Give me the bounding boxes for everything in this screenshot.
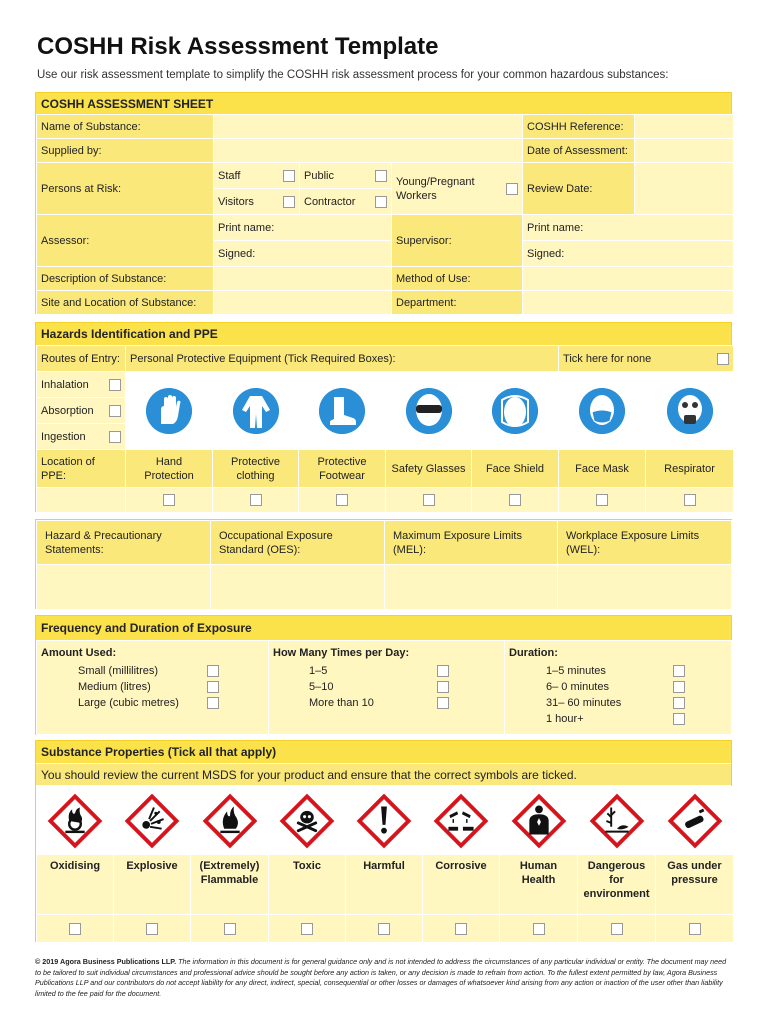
amount-used-label: Amount Used:	[41, 647, 117, 659]
explosive-label: Explosive	[114, 855, 191, 915]
page-subtitle: Use our risk assessment template to simplify the COSHH risk assessment process for your common hazardous substances:	[37, 69, 669, 81]
frequency-section	[35, 615, 732, 735]
oes-label: Occupational Exposure Standard (OES):	[211, 521, 385, 565]
times-more-than-10-label: More than 10	[309, 697, 374, 709]
duration-1-5-checkbox[interactable]	[673, 665, 685, 677]
pictogram-cell	[37, 787, 114, 855]
oes-field[interactable]	[211, 565, 385, 610]
times-more-than-10-checkbox[interactable]	[437, 697, 449, 709]
pictogram-cell	[656, 787, 734, 855]
hand-protection-checkbox[interactable]	[163, 494, 175, 506]
properties-header: Substance Properties (Tick all that apply)	[36, 741, 731, 763]
ppe-check-cell	[126, 488, 213, 513]
assessor-print-name-field[interactable]: Print name:	[214, 215, 392, 241]
duration-31-60-label: 31– 60 minutes	[546, 697, 622, 709]
review-date-field[interactable]	[635, 163, 734, 215]
method-of-use-label: Method of Use:	[392, 267, 523, 291]
duration-1-5-label: 1–5 minutes	[546, 665, 606, 677]
ppe-icon-cell	[126, 372, 213, 450]
amount-used-column	[37, 641, 269, 735]
face-mask-checkbox[interactable]	[596, 494, 608, 506]
visitors-checkbox[interactable]	[283, 196, 295, 208]
department-label: Department:	[392, 291, 523, 315]
visitors-label: Visitors	[218, 195, 254, 208]
pictogram-cell	[500, 787, 578, 855]
supervisor-signed-field[interactable]: Signed:	[523, 241, 734, 267]
oxidising-checkbox[interactable]	[69, 923, 81, 935]
wel-label: Workplace Exposure Limits (WEL):	[558, 521, 732, 565]
young-pregnant-label: Young/Pregnant Workers	[396, 175, 475, 202]
pictogram-check-cell	[346, 915, 423, 943]
pictogram-check-cell	[269, 915, 346, 943]
oxidising-icon	[46, 792, 104, 850]
times-1-5-label: 1–5	[309, 665, 328, 677]
corrosive-checkbox[interactable]	[455, 923, 467, 935]
coshh-reference-label: COSHH Reference:	[523, 115, 635, 139]
respirator-icon	[667, 388, 713, 434]
assessment-header: COSHH ASSESSMENT SHEET	[36, 93, 731, 114]
description-field[interactable]	[214, 267, 392, 291]
respirator-checkbox[interactable]	[684, 494, 696, 506]
footer-disclaimer-text: The information in this document is for general guidance only and is not intended to address the circumstances of any particular individual or entity. The document may need to be tailored to suit individual circumstances and professional advice should be sought before any action is taken, or any decision is made to refrain from action. To the fullest extent permitted by law, Agora Business Publications LLP and our contributors do not accept liability for any direct, indirect, special, consequential or other losses or damages of whatsoever kind arising from any action or inaction of the user other than liability limited to the fee paid for the document.	[35, 957, 727, 998]
pictogram-checkbox-row	[37, 915, 734, 943]
contractor-label: Contractor	[304, 195, 356, 208]
glasses-icon	[406, 388, 452, 434]
young-pregnant-option	[392, 163, 523, 215]
footer-copyright: © 2019 Agora Business Publications LLP.	[35, 957, 177, 966]
assessment-section	[35, 92, 732, 314]
ppe-check-cell	[646, 488, 734, 513]
tick-none-label: Tick here for none	[563, 352, 652, 365]
pictogram-cell	[191, 787, 269, 855]
ppe-icon-cell	[386, 372, 472, 450]
contractor-option	[300, 189, 392, 215]
staff-label: Staff	[218, 169, 241, 182]
properties-note: You should review the current MSDS for your product and ensure that the correct symbols are ticked.	[36, 763, 731, 785]
pictogram-check-cell	[37, 915, 114, 943]
properties-section	[35, 740, 732, 942]
route-absorption-label: Absorption	[41, 404, 94, 417]
pictogram-cell	[114, 787, 191, 855]
ppe-icon-cell	[646, 372, 734, 450]
method-of-use-field[interactable]	[523, 267, 734, 291]
oxidising-label: Oxidising	[37, 855, 114, 915]
route-ingestion-checkbox[interactable]	[109, 431, 121, 443]
environment-label: Dangerous for environment	[578, 855, 656, 915]
routes-of-entry-label: Routes of Entry:	[37, 346, 126, 372]
pictogram-check-cell	[578, 915, 656, 943]
boot-icon	[319, 388, 365, 434]
amount-large-label: Large (cubic metres)	[78, 697, 179, 709]
corrosive-label: Corrosive	[423, 855, 500, 915]
hazards-header: Hazards Identification and PPE	[36, 323, 731, 345]
public-label: Public	[304, 169, 334, 182]
date-of-assessment-label: Date of Assessment:	[523, 139, 635, 163]
route-absorption-checkbox[interactable]	[109, 405, 121, 417]
gas-under-pressure-label: Gas under pressure	[656, 855, 734, 915]
assessor-label: Assessor:	[37, 215, 214, 267]
times-1-5-checkbox[interactable]	[437, 665, 449, 677]
exposure-table	[36, 520, 732, 610]
face-shield-icon	[492, 388, 538, 434]
pictogram-check-cell	[656, 915, 734, 943]
pictogram-check-cell	[423, 915, 500, 943]
ppe-icon-cell	[213, 372, 299, 450]
overalls-icon	[233, 388, 279, 434]
human-health-label: Human Health	[500, 855, 578, 915]
route-inhalation-checkbox[interactable]	[109, 379, 121, 391]
ppe-check-cell	[386, 488, 472, 513]
pictogram-check-cell	[191, 915, 269, 943]
pictogram-cell	[346, 787, 423, 855]
protective-clothing-checkbox[interactable]	[250, 494, 262, 506]
description-label: Description of Substance:	[37, 267, 214, 291]
amount-medium-checkbox[interactable]	[207, 681, 219, 693]
hazards-section	[35, 322, 732, 512]
ppe-icon-cell	[299, 372, 386, 450]
duration-label: Duration:	[509, 647, 558, 659]
duration-6-30-checkbox[interactable]	[673, 681, 685, 693]
amount-large-checkbox[interactable]	[207, 697, 219, 709]
toxic-label: Toxic	[269, 855, 346, 915]
young-pregnant-checkbox[interactable]	[506, 183, 518, 195]
name-of-substance-label: Name of Substance:	[37, 115, 214, 139]
page-title: COSHH Risk Assessment Template	[37, 33, 439, 60]
route-ingestion-label: Ingestion	[41, 430, 86, 443]
protective-footwear-checkbox[interactable]	[336, 494, 348, 506]
ppe-check-cell	[472, 488, 559, 513]
flammable-checkbox[interactable]	[224, 923, 236, 935]
frequency-header: Frequency and Duration of Exposure	[36, 616, 731, 640]
explosive-icon	[123, 792, 181, 850]
mel-field[interactable]	[385, 565, 558, 610]
assessor-signed-field[interactable]: Signed:	[214, 241, 392, 267]
duration-31-60-checkbox[interactable]	[673, 697, 685, 709]
ppe-label-hand: Hand Protection	[126, 450, 213, 488]
duration-6-30-label: 6– 0 minutes	[546, 681, 609, 693]
amount-medium-label: Medium (litres)	[78, 681, 151, 693]
footer-disclaimer	[35, 957, 732, 999]
health-hazard-icon	[510, 792, 568, 850]
times-per-day-label: How Many Times per Day:	[273, 647, 410, 659]
harmful-icon	[355, 792, 413, 850]
harmful-label: Harmful	[346, 855, 423, 915]
supervisor-label: Supervisor:	[392, 215, 523, 267]
flammable-label: (Extremely) Flammable	[191, 855, 269, 915]
flammable-icon	[201, 792, 259, 850]
ppe-check-cell	[559, 488, 646, 513]
supplied-by-field[interactable]	[214, 139, 523, 163]
times-5-10-label: 5–10	[309, 681, 334, 693]
staff-checkbox[interactable]	[283, 170, 295, 182]
amount-small-label: Small (millilitres)	[78, 665, 159, 677]
location-of-ppe-field[interactable]	[37, 488, 126, 513]
gas-cylinder-icon	[666, 792, 724, 850]
environment-checkbox[interactable]	[611, 923, 623, 935]
mel-label: Maximum Exposure Limits (MEL):	[385, 521, 558, 565]
pictogram-cell	[269, 787, 346, 855]
name-of-substance-field[interactable]	[214, 115, 523, 139]
route-ingestion	[37, 424, 126, 450]
frequency-table	[36, 640, 732, 735]
ppe-icon-cell	[472, 372, 559, 450]
site-location-label: Site and Location of Substance:	[37, 291, 214, 315]
ppe-table	[36, 345, 734, 513]
route-inhalation-label: Inhalation	[41, 378, 89, 391]
supervisor-print-name-field[interactable]: Print name:	[523, 215, 734, 241]
toxic-checkbox[interactable]	[301, 923, 313, 935]
human-health-checkbox[interactable]	[533, 923, 545, 935]
ppe-instructions: Personal Protective Equipment (Tick Required Boxes):	[126, 346, 559, 372]
ppe-label-face-shield: Face Shield	[472, 450, 559, 488]
visitors-option	[214, 189, 300, 215]
public-checkbox[interactable]	[375, 170, 387, 182]
site-location-field[interactable]	[214, 291, 392, 315]
pictogram-cell	[578, 787, 656, 855]
hazard-statements-field[interactable]	[37, 565, 211, 610]
tick-none-checkbox[interactable]	[717, 353, 729, 365]
duration-column	[505, 641, 732, 735]
ppe-label-respirator: Respirator	[646, 450, 734, 488]
duration-1-hour-label: 1 hour+	[546, 713, 584, 725]
ppe-label-glasses: Safety Glasses	[386, 450, 472, 488]
corrosive-icon	[432, 792, 490, 850]
amount-small-checkbox[interactable]	[207, 665, 219, 677]
times-5-10-checkbox[interactable]	[437, 681, 449, 693]
ppe-label-face-mask: Face Mask	[559, 450, 646, 488]
times-per-day-column	[269, 641, 505, 735]
pictogram-check-cell	[114, 915, 191, 943]
route-absorption	[37, 398, 126, 424]
ppe-icon-cell	[559, 372, 646, 450]
explosive-checkbox[interactable]	[146, 923, 158, 935]
harmful-checkbox[interactable]	[378, 923, 390, 935]
pictogram-check-cell	[500, 915, 578, 943]
date-of-assessment-field[interactable]	[635, 139, 734, 163]
properties-table	[36, 786, 734, 943]
toxic-icon	[278, 792, 336, 850]
environment-icon	[588, 792, 646, 850]
department-field[interactable]	[523, 291, 734, 315]
pictogram-label-row	[37, 855, 734, 915]
duration-1-hour-checkbox[interactable]	[673, 713, 685, 725]
hazard-statements-label: Hazard & Precautionary Statements:	[37, 521, 211, 565]
face-mask-icon	[579, 388, 625, 434]
face-shield-checkbox[interactable]	[509, 494, 521, 506]
review-date-label: Review Date:	[523, 163, 635, 215]
coshh-reference-field[interactable]	[635, 115, 734, 139]
ppe-check-cell	[213, 488, 299, 513]
staff-option	[214, 163, 300, 189]
safety-glasses-checkbox[interactable]	[423, 494, 435, 506]
gas-under-pressure-checkbox[interactable]	[689, 923, 701, 935]
tick-none-option	[559, 346, 734, 372]
exposure-section	[35, 519, 732, 609]
pictogram-row	[37, 787, 734, 855]
wel-field[interactable]	[558, 565, 732, 610]
assessment-table	[36, 114, 734, 315]
pictogram-cell	[423, 787, 500, 855]
ppe-label-clothing: Protective clothing	[213, 450, 299, 488]
contractor-checkbox[interactable]	[375, 196, 387, 208]
supplied-by-label: Supplied by:	[37, 139, 214, 163]
location-of-ppe-label: Location of PPE:	[37, 450, 126, 488]
ppe-label-footwear: Protective Footwear	[299, 450, 386, 488]
persons-at-risk-label: Persons at Risk:	[37, 163, 214, 215]
glove-icon	[146, 388, 192, 434]
route-inhalation	[37, 372, 126, 398]
ppe-check-cell	[299, 488, 386, 513]
public-option	[300, 163, 392, 189]
